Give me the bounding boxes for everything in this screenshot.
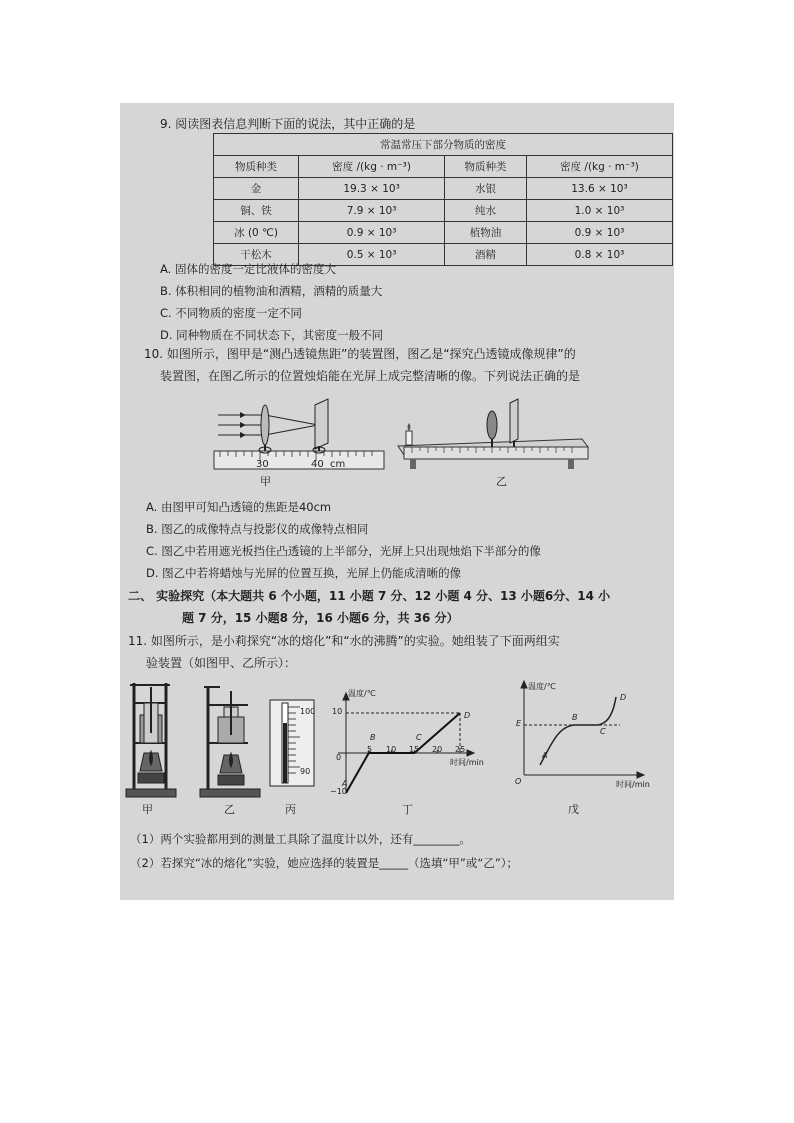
wu-xlabel: 时间/min <box>616 780 650 789</box>
q11-sub2: （2）若探究“冰的熔化”实验，她应选择的装置是_____（选填“甲”或“乙”）； <box>130 856 519 870</box>
ding-xtick-20: 20 <box>432 745 443 754</box>
caption-yi: 乙 <box>224 803 235 816</box>
wu-point-a: A <box>542 751 548 760</box>
thermometer-90: 90 <box>300 767 311 776</box>
q9-option-c: C. 不同物质的密度一定不同 <box>160 306 302 320</box>
ding-point-d: D <box>464 711 471 720</box>
fig-jia-tick-40: 40 <box>311 459 324 470</box>
wu-ylabel: 温度/℃ <box>528 682 556 691</box>
q9-stem: 9. 阅读图表信息判断下面的说法，其中正确的是 <box>160 117 416 131</box>
fig-yi-caption: 乙 <box>496 475 507 488</box>
q9-option-b: B. 体积相同的植物油和酒精，酒精的质量大 <box>160 284 383 298</box>
table-cell: 铜、铁 <box>214 200 299 222</box>
table-cell: 7.9 × 10³ <box>299 200 445 222</box>
table-caption: 常温常压下部分物质的密度 <box>214 134 673 156</box>
ding-ytick-neg10: −10 <box>330 787 347 796</box>
table-cell: 植物油 <box>445 222 527 244</box>
wu-origin: O <box>515 777 522 786</box>
q11-stem-2: 验装置（如图甲、乙所示）： <box>146 656 297 670</box>
ding-xtick-10: 10 <box>386 745 397 754</box>
q10-option-b: B. 图乙的成像特点与投影仪的成像特点相同 <box>146 522 369 536</box>
section2-heading-1: 二、 实验探究（本大题共 6 个小题，11 小题 7 分、12 小题 4 分、13 小题6分、14 小 <box>128 589 611 603</box>
wu-point-d: D <box>620 693 627 702</box>
ding-xtick-15: 15 <box>409 745 420 754</box>
fig-jia-caption: 甲 <box>260 475 271 488</box>
apparatus-jia <box>126 683 176 797</box>
wu-point-c: C <box>600 727 606 736</box>
table-cell: 13.6 × 10³ <box>526 178 672 200</box>
ding-ytick-10: 10 <box>332 707 343 716</box>
ding-point-b: B <box>370 733 376 742</box>
q10-stem-2: 装置图，在图乙所示的位置烛焰能在光屏上成完整清晰的像。下列说法正确的是 <box>160 369 581 383</box>
chart-ding-axes <box>338 693 474 793</box>
q10-option-a: A. 由图甲可知凸透镜的焦距是40cm <box>146 500 332 514</box>
exam-page <box>120 103 674 900</box>
q10-option-c: C. 图乙中若用遮光板挡住凸透镜的上半部分，光屏上只出现烛焰下半部分的像 <box>146 544 541 558</box>
caption-wu: 戊 <box>568 803 579 816</box>
table-cell: 0.9 × 10³ <box>299 222 445 244</box>
ding-xtick-25: 25 <box>455 745 466 754</box>
fig-jia-unit: cm <box>330 459 346 470</box>
ding-ylabel: 温度/℃ <box>348 689 376 698</box>
table-cell: 冰 (0 ℃) <box>214 222 299 244</box>
thermometer-100: 100 <box>300 707 316 716</box>
table-cell: 0.8 × 10³ <box>526 244 672 266</box>
q10-stem-1: 10. 如图所示，图甲是“测凸透镜焦距”的装置图，图乙是“探究凸透镜成像规律”的 <box>144 347 576 361</box>
q9-option-a: A. 固体的密度一定比液体的密度大 <box>160 262 336 276</box>
ding-point-c: C <box>416 733 422 742</box>
caption-bing: 丙 <box>285 803 296 816</box>
q10-option-d: D. 图乙中若将蜡烛与光屏的位置互换，光屏上仍能成清晰的像 <box>146 566 462 580</box>
table-cell: 0.5 × 10³ <box>299 244 445 266</box>
fig-jia-tick-30: 30 <box>256 459 269 470</box>
ding-xtick-5: 5 <box>367 745 373 754</box>
ding-xlabel: 时间/min <box>450 758 484 767</box>
q11-sub1: （1）两个实验都用到的测量工具除了温度计以外，还有________。 <box>130 832 471 846</box>
table-cell: 1.0 × 10³ <box>526 200 672 222</box>
caption-jia: 甲 <box>142 803 153 816</box>
ding-point-a: A <box>342 779 348 788</box>
table-header: 物质种类 <box>214 156 299 178</box>
table-header: 物质种类 <box>445 156 527 178</box>
q9-option-d: D. 同种物质在不同状态下，其密度一般不同 <box>160 328 384 342</box>
table-cell: 酒精 <box>445 244 527 266</box>
table-cell: 19.3 × 10³ <box>299 178 445 200</box>
section2-heading-2: 题 7 分，15 小题8 分，16 小题6 分，共 36 分） <box>182 611 459 625</box>
table-cell: 金 <box>214 178 299 200</box>
q11-figures <box>120 103 674 900</box>
caption-ding: 丁 <box>402 803 413 816</box>
table-cell: 0.9 × 10³ <box>526 222 672 244</box>
table-cell: 水银 <box>445 178 527 200</box>
wu-point-b: B <box>572 713 578 722</box>
table-header: 密度 /(kg · m⁻³) <box>299 156 445 178</box>
table-header: 密度 /(kg · m⁻³) <box>526 156 672 178</box>
table-cell: 干松木 <box>214 244 299 266</box>
apparatus-yi <box>200 687 260 797</box>
ding-ytick-0: 0 <box>336 753 342 762</box>
wu-point-e: E <box>516 719 522 728</box>
table-cell: 纯水 <box>445 200 527 222</box>
q11-stem-1: 11. 如图所示，是小莉探究“冰的熔化”和“水的沸腾”的实验。她组装了下面两组实 <box>128 634 560 648</box>
